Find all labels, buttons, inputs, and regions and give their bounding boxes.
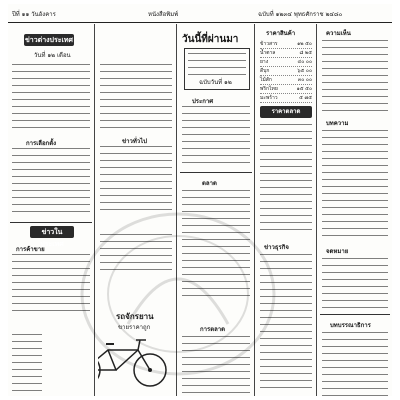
column-5-section-heading-3: จดหมาย [326, 248, 349, 255]
table-row: ข้าวสาร ๑๒ ๕๐ [260, 41, 312, 47]
page-header [8, 10, 392, 23]
article-text [322, 40, 388, 114]
article-text [182, 106, 250, 166]
header-center: หนังสือพิมพ์ [148, 11, 179, 18]
column-5-section-heading: ความเห็น [326, 30, 351, 37]
price-table [260, 40, 312, 103]
masthead-title: วันนี้ที่ผ่านมา [182, 34, 239, 45]
column-4-section-heading-2: ข่าวธุรกิจ [264, 244, 289, 251]
column-2-section-heading: ข่าวทั่วไป [122, 138, 147, 145]
table-row: ไม้สัก ๓๐ ๐๐ [260, 77, 312, 83]
article-text [322, 258, 388, 308]
seal-watermark [68, 204, 288, 384]
article-text [100, 64, 172, 130]
column-5 [320, 24, 390, 396]
column-3-section-heading-2: ตลาด [202, 180, 217, 187]
column-4-banner: ราคาตลาด [260, 106, 312, 118]
article-text [12, 64, 90, 134]
newspaper-page [8, 4, 392, 396]
table-row: น้ำตาล ๘ ๒๕ [260, 50, 312, 56]
header-left: ปีที่ ๑๑ วันอังคาร [12, 11, 56, 18]
section-divider [320, 314, 390, 315]
article-text [322, 130, 388, 240]
column-4-section-heading: ราคาสินค้า [266, 30, 296, 37]
table-row: มะพร้าว ๕ ๗๕ [260, 95, 312, 101]
column-3-section-heading: ประกาศ [192, 98, 214, 105]
column-rule [316, 24, 317, 396]
table-row: ดีบุก ๖๕ ๐๐ [260, 68, 312, 74]
column-1-section-heading-2: การค้าขาย [16, 246, 45, 253]
column-1-dateline: วันที่ ๑๒ เดือน [34, 52, 71, 59]
article-text [12, 334, 42, 394]
column-5-section-heading-2: บทความ [326, 120, 349, 127]
box-text [188, 53, 246, 75]
notice-box [184, 48, 250, 90]
column-5-section-heading-4: บทบรรณาธิการ [330, 322, 371, 329]
column-1-banner: ข่าวต่างประเทศ [25, 36, 73, 44]
box-line: ฉบับวันที่ ๑๒ [199, 79, 232, 86]
ad-title: รถจักรยาน [116, 312, 154, 321]
table-row: ยาง ๔๐ ๐๐ [260, 59, 312, 65]
ad-subtitle: ขายราคาถูก [118, 324, 151, 331]
article-text [322, 332, 388, 396]
column-3-bottom-heading: การตลาด [200, 326, 226, 333]
section-divider [180, 172, 252, 173]
header-right: ฉบับที่ ๑๒๓๔ พุทธศักราช ๒๔๘๐ [258, 11, 343, 18]
table-row: พริกไทย ๑๕ ๕๐ [260, 86, 312, 92]
column-1-banner-2: ข่าวในประเทศ [30, 226, 74, 238]
column-1-section-heading: การเลือกตั้ง [26, 140, 57, 147]
